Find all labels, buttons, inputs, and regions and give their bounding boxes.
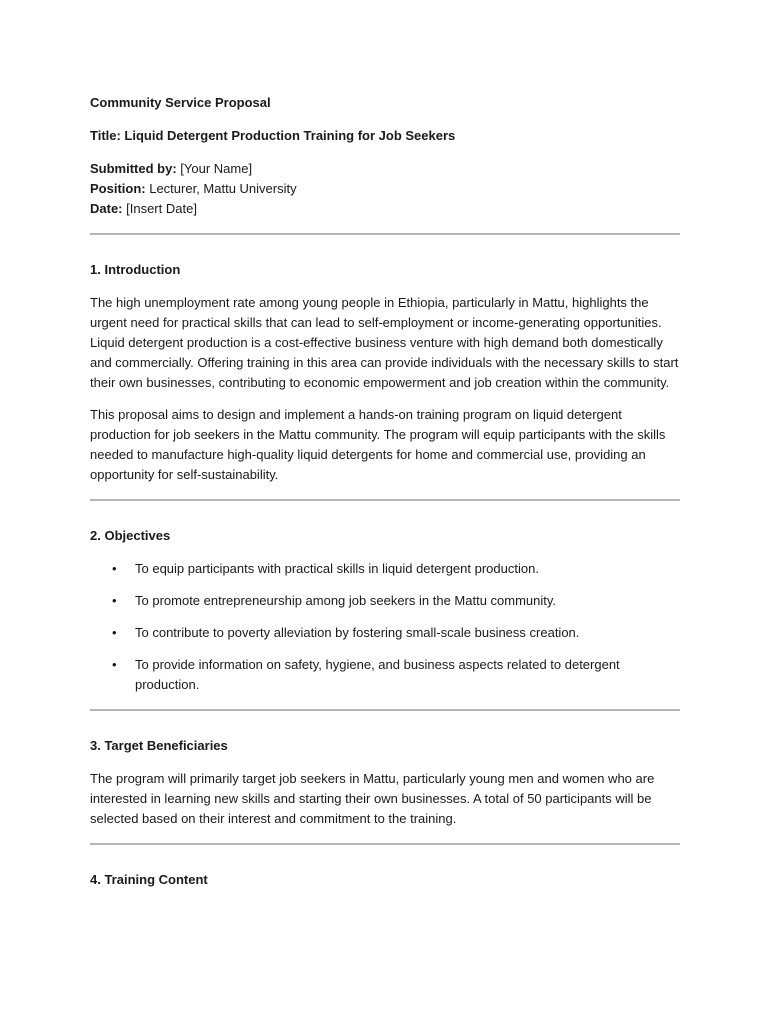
objectives-list <box>90 559 680 695</box>
section-training-content <box>90 870 680 890</box>
section-objectives <box>90 526 680 695</box>
section-divider <box>90 499 680 501</box>
meta-date <box>90 199 680 219</box>
bullet-icon: • <box>112 593 117 608</box>
meta-value: [Insert Date] <box>122 201 197 216</box>
list-item-text: To provide information on safety, hygiene, and business aspects related to detergent production. <box>135 657 620 692</box>
meta-label: Position: <box>90 181 146 196</box>
list-item-text: To equip participants with practical skills in liquid detergent production. <box>135 561 539 576</box>
meta-submitted-by <box>90 159 680 179</box>
paragraph: The program will primarily target job seekers in Mattu, particularly young men and women who are interested in learning new skills and starting their own businesses. A total of 50 participants will be selected based on their interest and commitment to the training. <box>90 771 655 826</box>
section-divider <box>90 843 680 845</box>
meta-label: Date: <box>90 201 123 216</box>
document-meta <box>90 159 680 219</box>
list-item-text: To contribute to poverty alleviation by fostering small-scale business creation. <box>135 625 580 640</box>
meta-position <box>90 179 680 199</box>
section-beneficiaries <box>90 736 680 829</box>
bullet-icon: • <box>112 625 117 640</box>
paragraph: The high unemployment rate among young people in Ethiopia, particularly in Mattu, highlights the urgent need for practical skills that can lead to self-employment or income-generating opportunities. Liquid detergent production is a cost-effective business venture with high demand both domestically and commercially. Offering training in this area can provide individuals with the necessary skills to start their own businesses, contributing to economic empowerment and job creation within the community. <box>90 295 679 390</box>
meta-label: Submitted by: <box>90 161 177 176</box>
list-item <box>90 559 680 579</box>
section-title: 2. Objectives <box>90 528 171 543</box>
list-item <box>90 591 680 611</box>
bullet-icon: • <box>112 657 117 672</box>
list-item <box>90 623 680 643</box>
list-item <box>90 655 680 695</box>
document-title: Title: Liquid Detergent Production Training for Job Seekers <box>90 128 456 143</box>
section-divider <box>90 233 680 235</box>
bullet-icon: • <box>112 561 117 576</box>
paragraph: This proposal aims to design and implement a hands-on training program on liquid detergent production for job seekers in the Mattu community. The program will equip participants with the skills needed to manufacture high-quality liquid detergents for home and commercial use, providing an opportunity for self-sustainability. <box>90 407 666 482</box>
section-divider <box>90 709 680 711</box>
section-title: 4. Training Content <box>90 872 208 887</box>
meta-value: Lecturer, Mattu University <box>145 181 297 196</box>
document-page <box>90 93 680 903</box>
section-title: 3. Target Beneficiaries <box>90 738 228 753</box>
document-heading: Community Service Proposal <box>90 95 271 110</box>
list-item-text: To promote entrepreneurship among job seekers in the Mattu community. <box>135 593 557 608</box>
section-introduction <box>90 260 680 485</box>
meta-value: [Your Name] <box>176 161 253 176</box>
section-title: 1. Introduction <box>90 262 181 277</box>
